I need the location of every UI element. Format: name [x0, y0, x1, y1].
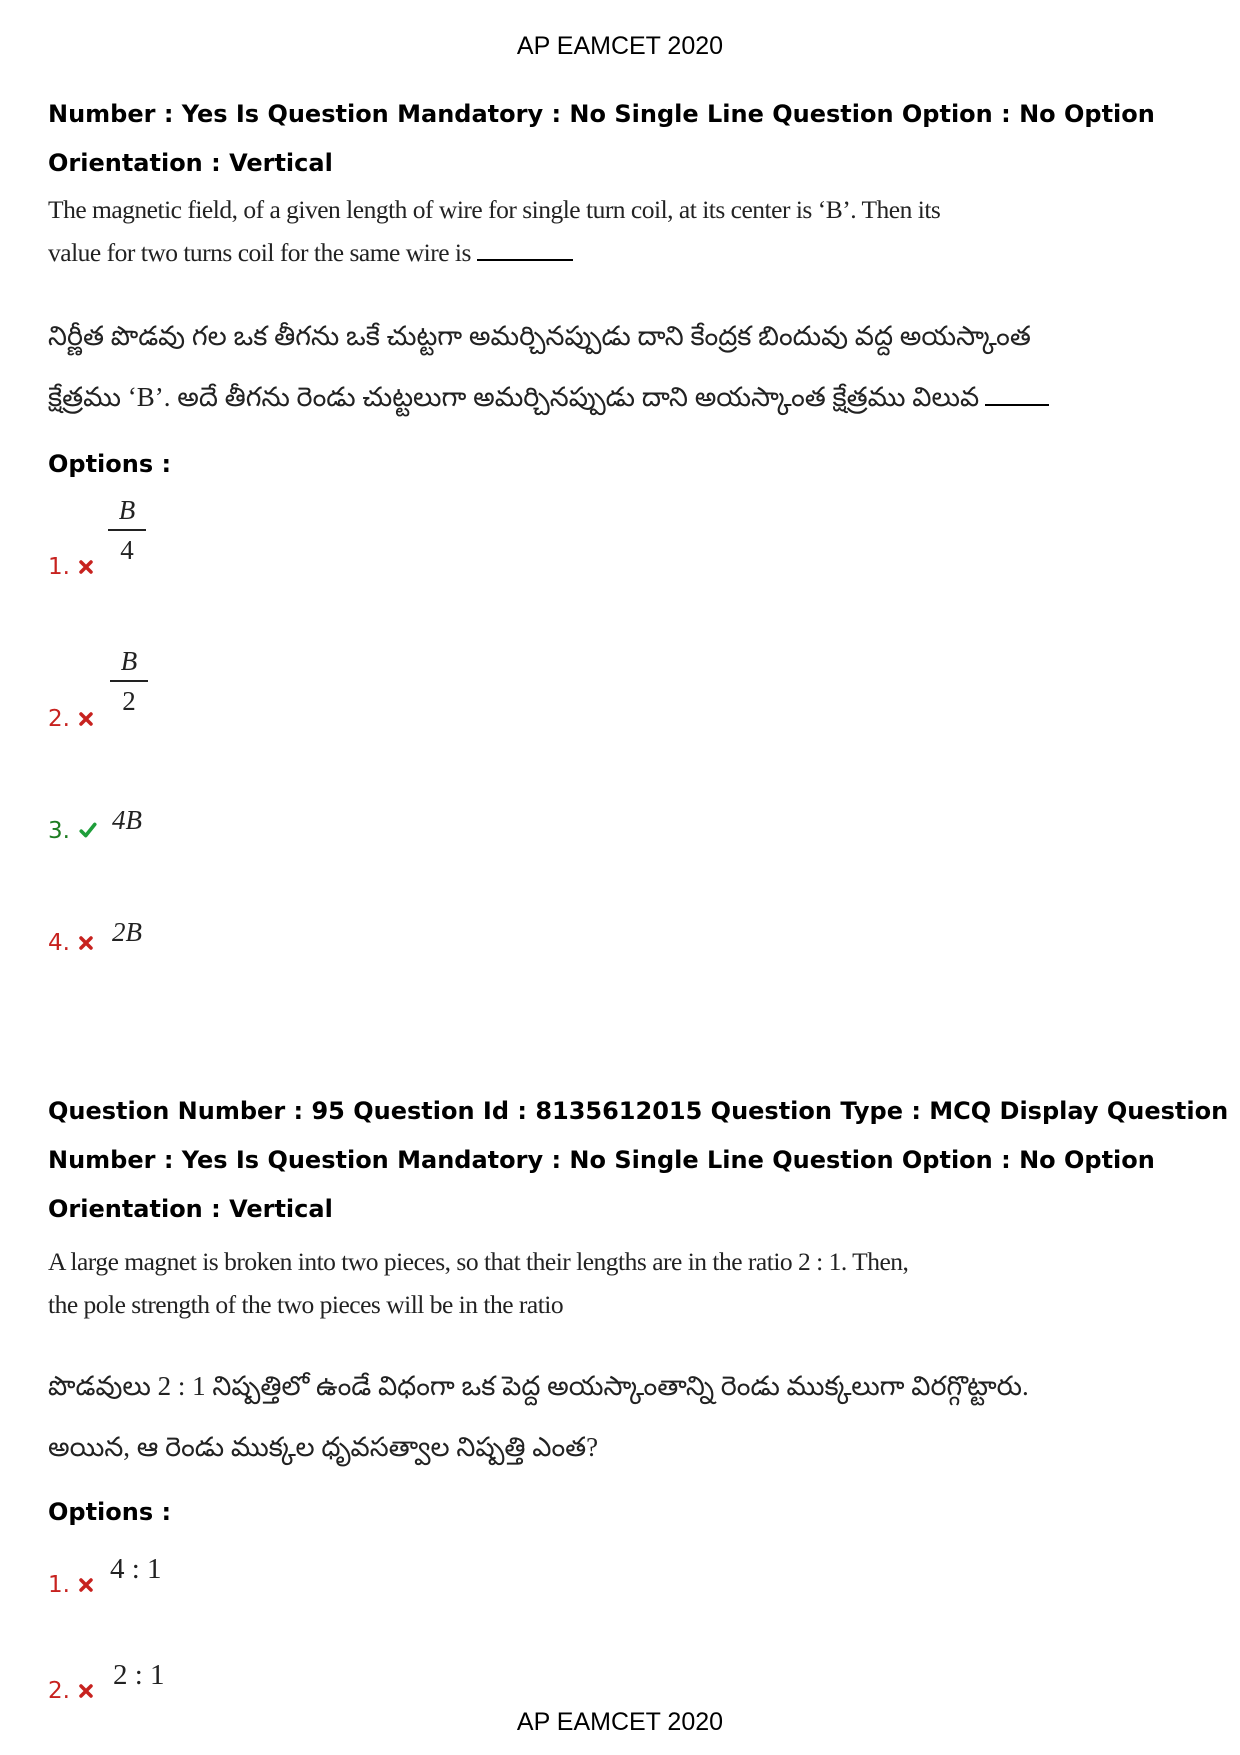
checkmark-icon [78, 821, 98, 839]
q95-english-line1: A large magnet is broken into two pieces, so that their lengths are in the ratio 2 : 1. Then, [48, 1247, 909, 1276]
q94-english-line2-text: value for two turns coil for the same wire is [48, 238, 471, 267]
q94-english-line1: The magnetic field, of a given length of wire for single turn coil, at its center is ‘B’. Then its [48, 195, 941, 224]
cross-icon [78, 1577, 94, 1593]
option-number: 2. [48, 706, 70, 732]
q95-meta-line3: Orientation : Vertical [48, 1195, 333, 1223]
q94-telugu-line2 [48, 367, 1049, 428]
q94-telugu-text [48, 306, 1049, 428]
option-number: 1. [48, 554, 70, 580]
answer-blank [477, 258, 573, 261]
cross-icon [78, 711, 94, 727]
page-header: AP EAMCET 2020 [516, 32, 724, 60]
q94-telugu-line1: నిర్ణీత పొడవు గల ఒక తీగను ఒకే చుట్టగా అమర్చినప్పుడు దాని కేంద్రక బిందువు వద్ద అయస్కాంత [48, 321, 1031, 351]
q94-option-4[interactable] [48, 896, 248, 956]
option-number: 4. [48, 930, 70, 956]
option-number: 3. [48, 818, 70, 844]
q94-telugu-line2-text: క్షేత్రము ‘B’. అదే తీగను రెండు చుట్టలుగా అమర్చినప్పుడు దాని అయస్కాంత క్షేత్రము విలువ [48, 382, 980, 412]
q95-options-label: Options : [48, 1498, 172, 1526]
q94-options-label: Options : [48, 450, 172, 478]
q95-english-line2: the pole strength of the two pieces will be in the ratio [48, 1290, 564, 1319]
answer-blank [985, 403, 1049, 406]
option-value: 4B [112, 805, 142, 835]
option-value: 2 : 1 [113, 1659, 165, 1691]
cross-icon [78, 1683, 94, 1699]
q94-english-line2 [48, 231, 940, 274]
option-number: 2. [48, 1678, 70, 1704]
q94-option-3[interactable] [48, 784, 248, 844]
q95-meta-line1: Question Number : 95 Question Id : 8135612015 Question Type : MCQ Display Question [48, 1097, 1229, 1125]
q95-telugu-line1: పొడవులు 2 : 1 నిష్పత్తిలో ఉండే విధంగా ఒక పెద్ద అయస్కాంతాన్ని రెండు ముక్కలుగా విరగ్గొట్టారు. [48, 1371, 1029, 1401]
q95-telugu-text [48, 1356, 1029, 1478]
denominator: 2 [122, 686, 136, 716]
q95-meta-line2: Number : Yes Is Question Mandatory : No Single Line Question Option : No Option [48, 1146, 1155, 1174]
numerator: B [110, 646, 148, 682]
q95-option-1[interactable] [48, 1538, 268, 1598]
cross-icon [78, 559, 94, 575]
q94-english-text [48, 188, 940, 274]
option-value: 2B [112, 917, 142, 947]
q95-option-2[interactable] [48, 1644, 268, 1704]
q94-option-1-fraction [108, 495, 146, 569]
q94-meta-line2: Orientation : Vertical [48, 149, 333, 177]
numerator: B [108, 495, 146, 531]
q95-english-text [48, 1240, 908, 1326]
q95-telugu-line2: అయిన, ఆ రెండు ముక్కల ధృవసత్వాల నిష్పత్తి ఎంత? [48, 1432, 599, 1462]
q94-option-2[interactable] [48, 672, 248, 732]
q94-meta-line1: Number : Yes Is Question Mandatory : No Single Line Question Option : No Option [48, 100, 1155, 128]
option-value: 4 : 1 [110, 1553, 162, 1585]
denominator: 4 [120, 535, 134, 565]
q94-option-1[interactable] [48, 520, 248, 580]
page-footer: AP EAMCET 2020 [516, 1708, 724, 1736]
q94-option-2-fraction [110, 646, 148, 720]
cross-icon [78, 935, 94, 951]
option-number: 1. [48, 1572, 70, 1598]
